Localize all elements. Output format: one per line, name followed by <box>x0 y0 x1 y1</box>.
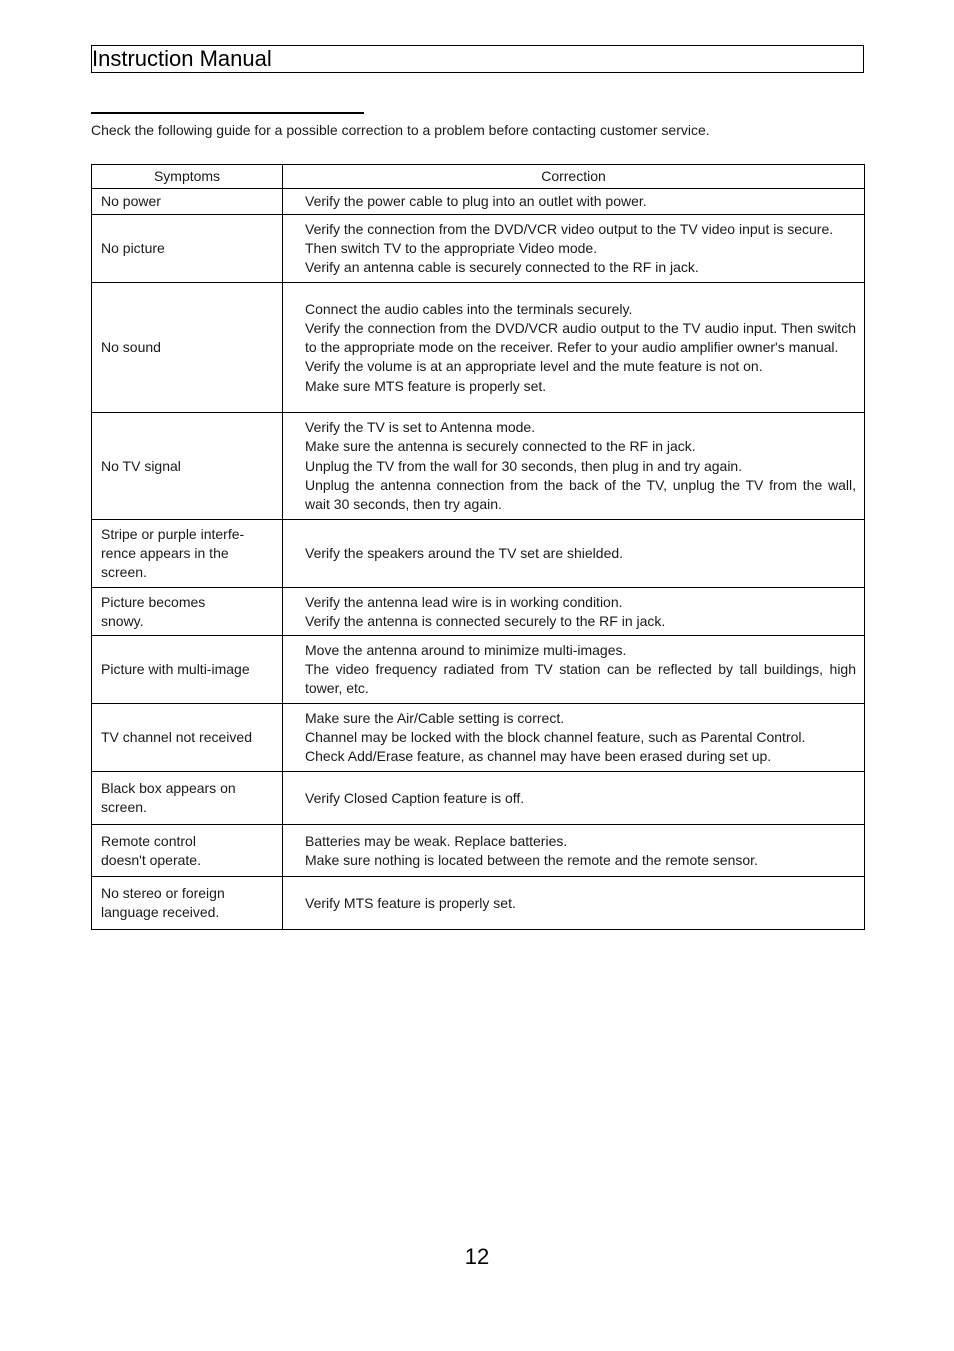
correction-line: Verify the volume is at an appropriate level and the mute feature is not on. <box>305 358 763 375</box>
page-header-title: Instruction Manual <box>92 46 272 71</box>
correction-cell <box>283 215 865 283</box>
table-row <box>92 189 865 215</box>
symptom-cell <box>92 283 283 413</box>
symptom-line: No picture <box>101 240 165 257</box>
symptom-line: language received. <box>101 904 220 921</box>
symptom-line: No power <box>101 193 161 209</box>
table-row <box>92 772 865 825</box>
correction-cell <box>283 877 865 930</box>
header-title-box <box>91 45 864 73</box>
symptom-line: Picture becomes <box>101 593 206 610</box>
correction-line: Verify Closed Caption feature is off. <box>305 789 525 806</box>
intro-text: Check the following guide for a possible correction to a problem before contacting customer service. <box>91 122 710 138</box>
symptoms-header: Symptoms <box>92 165 283 189</box>
correction-line: Connect the audio cables into the terminals securely. <box>305 300 633 317</box>
correction-line: Verify the antenna lead wire is in working condition. <box>305 593 623 610</box>
table-row <box>92 825 865 877</box>
correction-cell <box>283 588 865 636</box>
symptom-cell <box>92 877 283 930</box>
table-row <box>92 413 865 520</box>
correction-line: Make sure MTS feature is properly set. <box>305 377 547 394</box>
correction-line: Verify MTS feature is properly set. <box>305 894 516 911</box>
symptom-line: No stereo or foreign <box>101 885 225 901</box>
correction-cell <box>283 704 865 772</box>
correction-line: Verify the antenna is connected securely to the RF in jack. <box>305 612 666 629</box>
correction-cell <box>283 189 865 215</box>
correction-header: Correction <box>283 165 865 189</box>
symptom-cell <box>92 704 283 772</box>
correction-line: Unplug the TV from the wall for 30 seconds, then plug in and try again. <box>305 457 743 474</box>
symptom-cell <box>92 189 283 215</box>
table-row <box>92 520 865 588</box>
correction-line: Verify the speakers around the TV set are shielded. <box>305 545 624 562</box>
symptom-cell <box>92 588 283 636</box>
correction-line: Move the antenna around to minimize multi-images. <box>305 641 627 658</box>
symptom-cell <box>92 825 283 877</box>
correction-line: Verify the power cable to plug into an outlet with power. <box>305 193 647 209</box>
symptom-line: screen. <box>101 799 147 816</box>
table-row <box>92 283 865 413</box>
correction-cell <box>283 825 865 877</box>
table-row <box>92 588 865 636</box>
symptom-line: No sound <box>101 339 161 356</box>
correction-line: The video frequency radiated from TV station can be reflected by tall buildings, high tower, etc. <box>305 661 856 697</box>
correction-line: Then switch TV to the appropriate Video mode. <box>305 240 598 257</box>
table-header-row <box>92 165 865 189</box>
correction-line: Make sure the antenna is securely connected to the RF in jack. <box>305 438 696 455</box>
table-body <box>92 189 865 930</box>
symptom-line: Picture with multi-image <box>101 661 250 678</box>
symptom-cell <box>92 636 283 704</box>
symptom-cell <box>92 520 283 588</box>
correction-line: Make sure nothing is located between the remote and the remote sensor. <box>305 851 758 868</box>
correction-line: Unplug the antenna connection from the back of the TV, unplug the TV from the wall, wait 30 seconds, then try again. <box>305 476 856 513</box>
symptom-line: Remote control <box>101 832 196 849</box>
correction-cell <box>283 636 865 704</box>
symptom-line: TV channel not received <box>101 729 252 746</box>
correction-cell <box>283 413 865 520</box>
correction-line: Verify the TV is set to Antenna mode. <box>305 419 536 436</box>
correction-line: Check Add/Erase feature, as channel may have been erased during set up. <box>305 748 772 765</box>
symptom-line: screen. <box>101 564 147 581</box>
table-row <box>92 636 865 704</box>
correction-line: Verify the connection from the DVD/VCR audio output to the TV audio input. Then switch to the appropriate mode on the receiver. Refer to your audio amplifier owner's manual. <box>305 319 856 356</box>
correction-cell <box>283 772 865 825</box>
correction-line: Channel may be locked with the block channel feature, such as Parental Control. <box>305 729 806 746</box>
section-heading-rule <box>91 112 364 114</box>
symptom-cell <box>92 772 283 825</box>
symptom-line: rence appears in the <box>101 545 229 562</box>
table-row <box>92 704 865 772</box>
correction-line: Make sure the Air/Cable setting is correct. <box>305 709 565 726</box>
correction-line: Verify an antenna cable is securely connected to the RF in jack. <box>305 259 699 276</box>
correction-line: Verify the connection from the DVD/VCR video output to the TV video input is secure. <box>305 220 834 237</box>
symptom-line: Stripe or purple interfe- <box>101 525 245 542</box>
troubleshooting-table <box>91 164 865 930</box>
symptom-cell <box>92 413 283 520</box>
symptom-cell <box>92 215 283 283</box>
page-number: 12 <box>464 1244 490 1269</box>
symptom-line: No TV signal <box>101 457 181 474</box>
correction-cell <box>283 520 865 588</box>
correction-line: Batteries may be weak. Replace batteries. <box>305 832 568 849</box>
symptom-line: doesn't operate. <box>101 851 201 868</box>
correction-cell <box>283 283 865 413</box>
symptom-line: Black box appears on <box>101 780 236 796</box>
table-row <box>92 215 865 283</box>
symptom-line: snowy. <box>101 612 144 629</box>
table-row <box>92 877 865 930</box>
